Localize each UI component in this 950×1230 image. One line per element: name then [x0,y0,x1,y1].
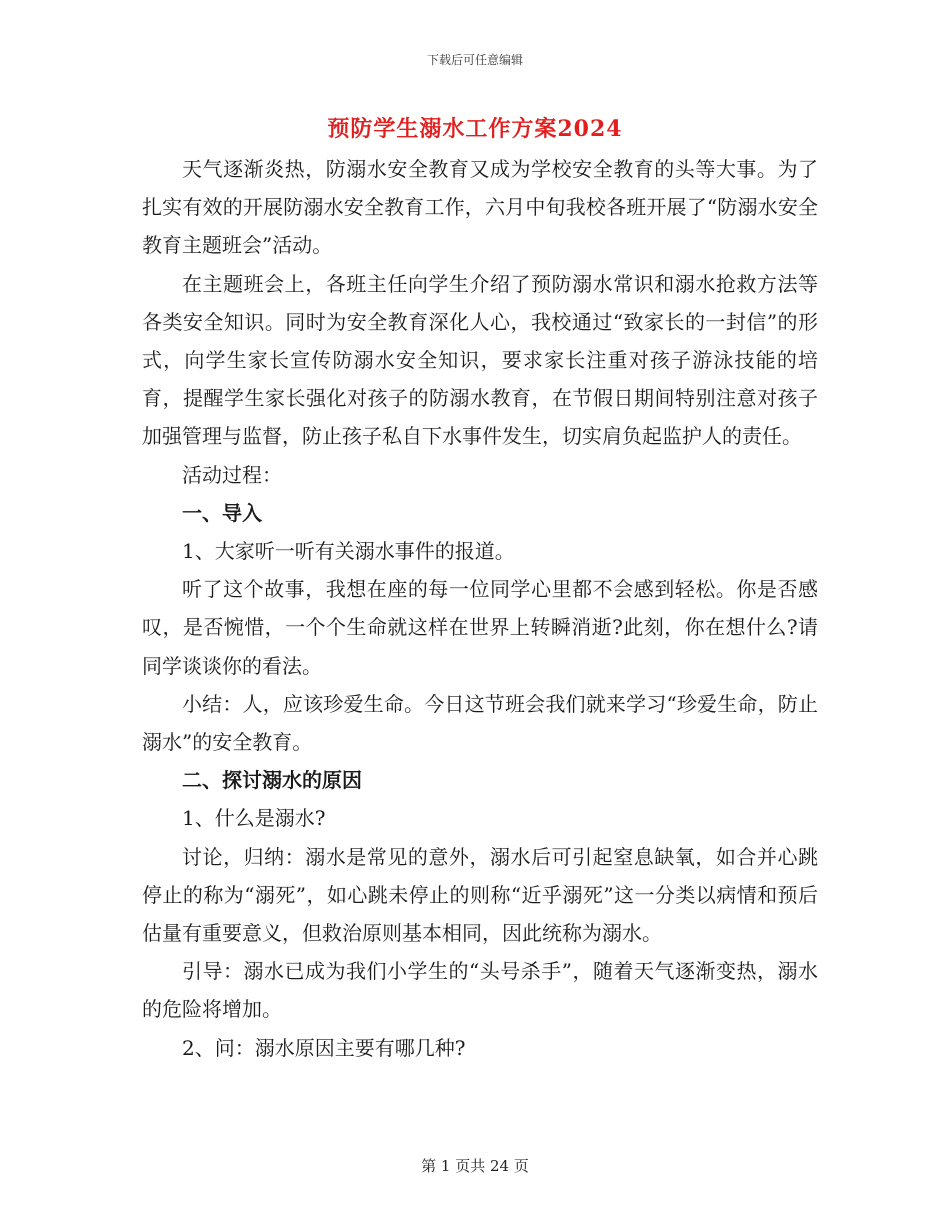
story-reflection-paragraph: 听了这个故事，我想在座的每一位同学心里都不会感到轻松。你是否感叹，是否惋惜，一个个生命就这样在世界上转瞬消逝?此刻，你在想什么?请同学谈谈你的看法。 [142,577,818,678]
document-body [142,150,818,1067]
item-what-is-drowning: 1、什么是溺水? [182,806,326,831]
section-heading-causes: 二、探讨溺水的原因 [182,768,362,793]
discussion-paragraph: 讨论，归纳：溺水是常见的意外，溺水后可引起窒息缺氧，如合并心跳停止的称为“溺死”，如心跳未停止的则称“近乎溺死”这一分类以病情和预后估量有重要意义，但救治原则基本相同，因此统称为溺水。 [142,844,818,946]
page-number-footer: 第 1 页共 24 页 [421,1157,529,1175]
class-meeting-paragraph: 在主题班会上，各班主任向学生介绍了预防溺水常识和溺水抢救方法等各类安全知识。同时为安全教育深化人心，我校通过“致家长的一封信”的形式，向学生家长宣传防溺水安全知识，要求家长注重对孩子游泳技能的培育，提醒学生家长强化对孩子的防溺水教育，在节假日期间特别注意对孩子加强管理与监督，防止孩子私自下水事件发生，切实肩负起监护人的责任。 [142,271,818,449]
page-header-note: 下载后可任意编辑 [426,53,523,67]
section-heading-introduction: 一、导入 [182,500,262,525]
summary-paragraph: 小结：人，应该珍爱生命。今日这节班会我们就来学习“珍爱生命，防止溺水”的安全教育。 [142,691,818,755]
guidance-paragraph: 引导：溺水已成为我们小学生的“头号杀手”，随着天气逐渐变热，溺水的危险将增加。 [142,959,818,1022]
item-listen-reports: 1、大家听一听有关溺水事件的报道。 [182,539,515,564]
activity-process-label: 活动过程： [182,462,282,487]
document-title: 预防学生溺水工作方案2024 [327,116,623,142]
intro-paragraph: 天气逐渐炎热，防溺水安全教育又成为学校安全教育的头等大事。为了扎实有效的开展防溺水安全教育工作，六月中旬我校各班开展了“防溺水安全教育主题班会”活动。 [142,157,818,258]
item-main-causes-question: 2、问：溺水原因主要有哪几种? [182,1035,466,1060]
